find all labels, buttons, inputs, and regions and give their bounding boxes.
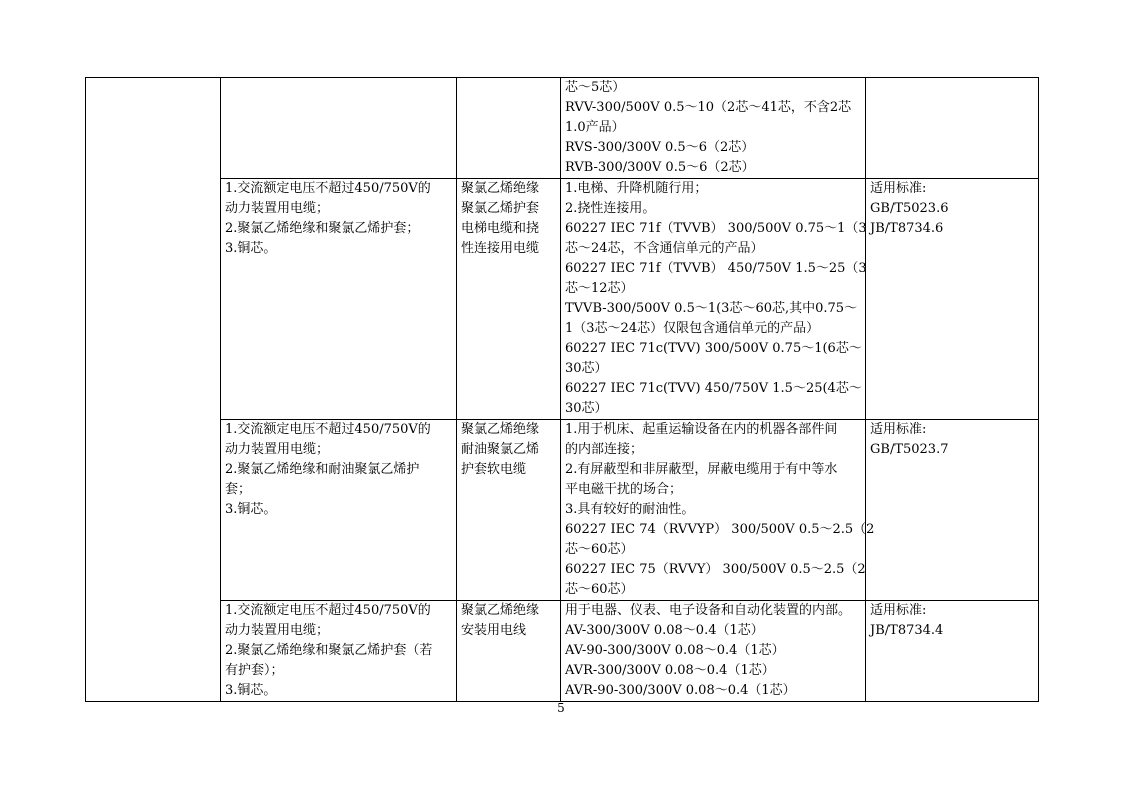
table-row bbox=[86, 78, 1039, 179]
cell-line: 1.0产品） bbox=[565, 120, 625, 135]
table-body bbox=[86, 78, 1039, 702]
cell-line: JB/T8734.4 bbox=[870, 623, 944, 638]
cell-line: 芯～24芯，不含通信单元的产品） bbox=[565, 241, 764, 256]
cell-line: TVVB-300/500V 0.5～1(3芯～60芯,其中0.75～ bbox=[565, 301, 858, 316]
usage-cell bbox=[561, 601, 866, 702]
cell-line: RVS-300/300V 0.5～6（2芯） bbox=[565, 140, 755, 155]
cell-line: 2.聚氯乙烯绝缘和耐油聚氯乙烯护 bbox=[225, 462, 420, 477]
name-cell bbox=[457, 78, 561, 179]
cell-line: 用于电器、仪表、电子设备和自动化装置的内部。 bbox=[565, 603, 852, 618]
requirements-cell bbox=[221, 420, 457, 601]
cell-line: JB/T8734.6 bbox=[870, 221, 944, 236]
cell-line: 耐油聚氯乙烯 bbox=[461, 442, 540, 457]
cell-line: 适用标准: bbox=[870, 422, 927, 437]
usage-cell bbox=[561, 420, 875, 601]
standard-cell bbox=[866, 179, 1039, 420]
cell-line: 30芯） bbox=[565, 401, 608, 416]
cell-line: RVB-300/300V 0.5～6（2芯） bbox=[565, 160, 755, 175]
table-row bbox=[86, 601, 1039, 702]
cell-line: AVR-90-300/300V 0.08～0.4（1芯） bbox=[565, 683, 796, 698]
cell-line: 芯～5芯） bbox=[565, 80, 626, 95]
cell-line: 套； bbox=[225, 482, 252, 497]
cell-line: 芯～60芯） bbox=[565, 542, 634, 557]
cell-line: 芯～12芯） bbox=[565, 281, 634, 296]
usage-cell bbox=[561, 179, 866, 420]
cell-line: RVV-300/500V 0.5～10（2芯～41芯，不含2芯 bbox=[565, 100, 852, 115]
cell-line: AVR-300/300V 0.08～0.4（1芯） bbox=[565, 663, 775, 678]
cell-line: 2.有屏蔽型和非屏蔽型，屏蔽电缆用于有中等水 bbox=[565, 462, 838, 477]
cell-line: 60227 IEC 71c(TVV) 300/500V 0.75～1(6芯～ bbox=[565, 341, 862, 356]
cell-line: 60227 IEC 71c(TVV) 450/750V 1.5～25(4芯～ bbox=[565, 381, 862, 396]
cell-line: 聚氯乙烯绝缘 bbox=[461, 181, 540, 196]
cell-line: 1.用于机床、起重运输设备在内的机器各部件间 bbox=[565, 422, 838, 437]
cell-line: 1（3芯～24芯）仅限包含通信单元的产品） bbox=[565, 321, 820, 336]
cell-line: 1.交流额定电压不超过450/750V的 bbox=[225, 181, 431, 196]
cell-line: 1.交流额定电压不超过450/750V的 bbox=[225, 422, 431, 437]
cell-line: 电梯电缆和挠 bbox=[461, 221, 540, 236]
cell-line: AV-90-300/300V 0.08～0.4（1芯） bbox=[565, 643, 785, 658]
cell-line: AV-300/300V 0.08～0.4（1芯） bbox=[565, 623, 764, 638]
requirements-cell bbox=[221, 78, 457, 179]
cell-line: 适用标准: bbox=[870, 603, 927, 618]
cell-line: 聚氯乙烯绝缘 bbox=[461, 603, 540, 618]
cell-line: 平电磁干扰的场合； bbox=[565, 482, 683, 497]
usage-cell bbox=[561, 78, 866, 179]
cell-line: GB/T5023.6 bbox=[870, 201, 949, 216]
standard-cell bbox=[866, 420, 1039, 601]
product-table bbox=[85, 77, 1039, 702]
cell-line: 有护套）； bbox=[225, 663, 284, 678]
requirements-cell bbox=[221, 179, 457, 420]
cell-line: 1.交流额定电压不超过450/750V的 bbox=[225, 603, 431, 618]
cell-line: 安装用电线 bbox=[461, 623, 527, 638]
cell-line: 动力装置用电缆； bbox=[225, 623, 330, 638]
cell-line: 60227 IEC 71f（TVVB） 450/750V 1.5～25（3 bbox=[565, 261, 867, 276]
category-cell bbox=[86, 78, 221, 702]
cell-line: 的内部连接； bbox=[565, 442, 644, 457]
requirements-cell bbox=[221, 601, 457, 702]
cell-line: 护套软电缆 bbox=[461, 462, 527, 477]
table-row bbox=[86, 420, 1039, 601]
cell-line: GB/T5023.7 bbox=[870, 442, 949, 457]
cell-line: 动力装置用电缆； bbox=[225, 442, 330, 457]
cell-line: 2.聚氯乙烯绝缘和聚氯乙烯护套； bbox=[225, 221, 420, 236]
cell-line: 动力装置用电缆； bbox=[225, 201, 330, 216]
name-cell bbox=[457, 179, 561, 420]
table-row bbox=[86, 179, 1039, 420]
page-number: 5 bbox=[557, 701, 565, 715]
cell-line: 性连接用电缆 bbox=[461, 241, 540, 256]
cell-line: 3.铜芯。 bbox=[225, 241, 277, 256]
cell-line: 60227 IEC 75（RVVY） 300/500V 0.5～2.5（2 bbox=[565, 562, 866, 577]
standard-cell bbox=[866, 601, 1039, 702]
cell-line: 2.挠性连接用。 bbox=[565, 201, 656, 216]
cell-line: 2.聚氯乙烯绝缘和聚氯乙烯护套（若 bbox=[225, 643, 433, 658]
cell-line: 聚氯乙烯绝缘 bbox=[461, 422, 540, 437]
name-cell bbox=[457, 601, 561, 702]
cell-line: 芯～60芯） bbox=[565, 582, 634, 597]
cell-line: 3.铜芯。 bbox=[225, 683, 277, 698]
cell-line: 60227 IEC 74（RVVYP） 300/500V 0.5～2.5（2 bbox=[565, 522, 875, 537]
cell-line: 3.铜芯。 bbox=[225, 502, 277, 517]
cell-line: 3.具有较好的耐油性。 bbox=[565, 502, 695, 517]
name-cell bbox=[457, 420, 561, 601]
cell-line: 60227 IEC 71f（TVVB） 300/500V 0.75～1（3 bbox=[565, 221, 867, 236]
cell-line: 1.电梯、升降机随行用； bbox=[565, 181, 708, 196]
cell-line: 适用标准: bbox=[870, 181, 927, 196]
cell-line: 聚氯乙烯护套 bbox=[461, 201, 540, 216]
standard-cell bbox=[866, 78, 1039, 179]
cell-line: 30芯） bbox=[565, 361, 608, 376]
